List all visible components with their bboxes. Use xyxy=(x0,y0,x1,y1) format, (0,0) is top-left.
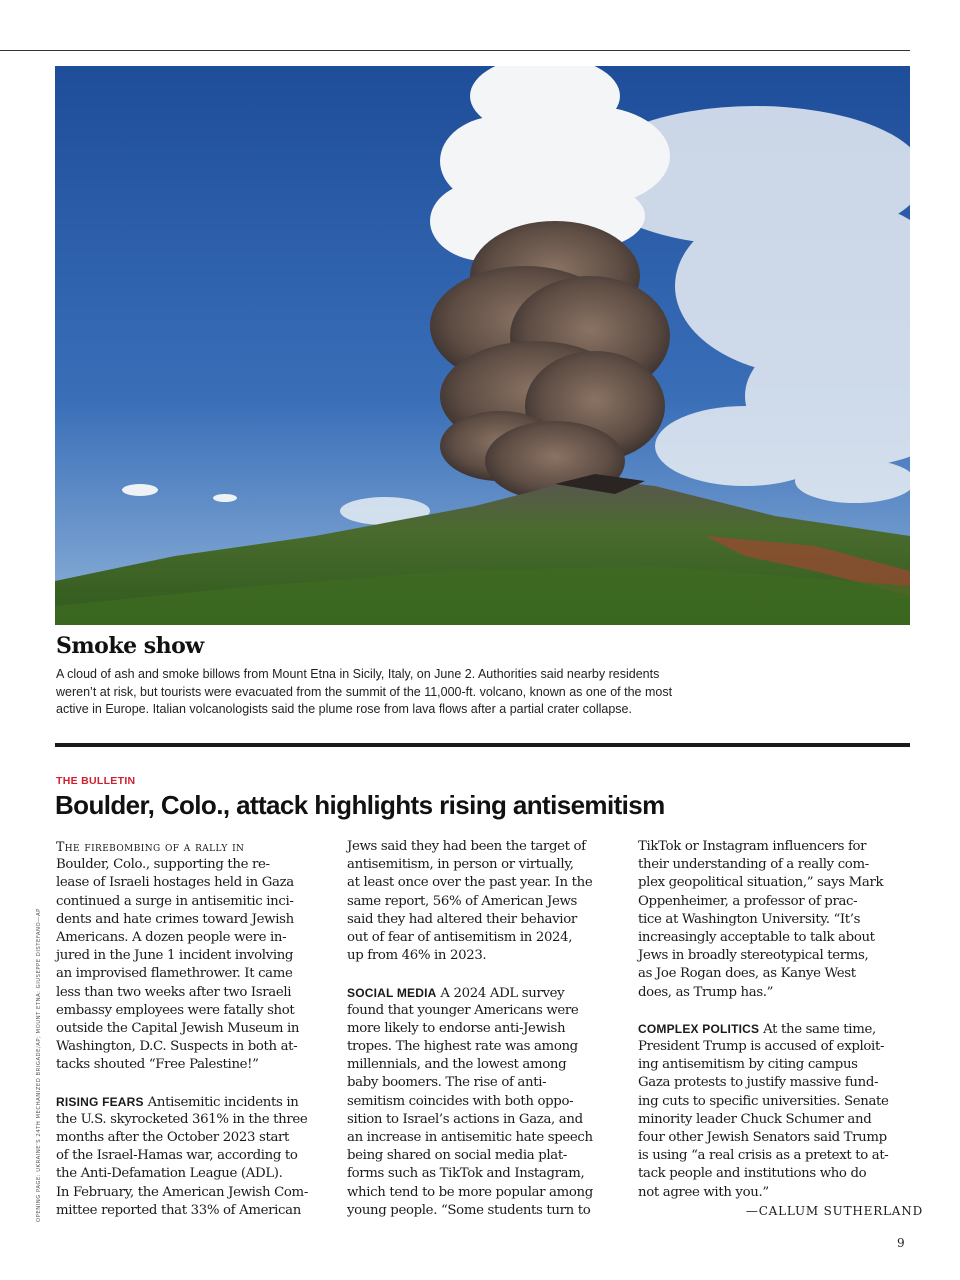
text-line: TikTok or Instagram influencers for xyxy=(638,839,867,854)
text-line: Jews in broadly stereotypical terms, xyxy=(638,948,869,964)
text-line: at least once over the past year. In the xyxy=(347,875,593,891)
text-line: minority leader Chuck Schumer and xyxy=(638,1111,872,1127)
text-line: out of fear of antisemitism in 2024, xyxy=(347,929,573,945)
text-line: not agree with you.” xyxy=(638,1184,769,1200)
text-line: does, as Trump has.” xyxy=(638,984,774,1000)
text-line: four other Jewish Senators said Trump xyxy=(638,1130,887,1145)
text-run: A 2024 ADL survey xyxy=(436,985,565,1001)
byline: —CALLUM SUTHERLAND xyxy=(745,1203,923,1218)
text-line: an increase in antisemitic hate speech xyxy=(347,1130,593,1145)
text-line: found that younger Americans were xyxy=(347,1002,579,1018)
photo-credit: OPENING PAGE: UKRAINE’S 24TH MECHANIZED BRIGADE/AP; MOUNT ETNA: GIUSEPPE DISTEFANO—AP xyxy=(36,908,42,1222)
article-column-2 xyxy=(347,838,632,1220)
text-line: young people. “Some students turn to xyxy=(347,1202,591,1218)
text-line: less than two weeks after two Israeli xyxy=(56,984,292,1000)
text-line: their understanding of a really com- xyxy=(638,857,869,873)
text-line: being shared on social media plat- xyxy=(347,1148,567,1164)
text-run: Antisemitic incidents in xyxy=(143,1094,299,1110)
subhead-complex-politics: COMPLEX POLITICS xyxy=(638,1021,760,1036)
text-line: embassy employees were fatally shot xyxy=(56,1002,295,1018)
text-line: which tend to be more popular among xyxy=(347,1184,593,1200)
section-kicker: THE BULLETIN xyxy=(56,775,136,787)
text-line: dents and hate crimes toward Jewish xyxy=(56,911,294,927)
text-line: semitism coincides with both oppo- xyxy=(347,1093,574,1109)
volcano-photo xyxy=(55,66,910,625)
text-line: the Anti-Defamation League (ADL). xyxy=(56,1166,283,1182)
text-line: President Trump is accused of exploit- xyxy=(638,1039,885,1055)
text-line: same report, 56% of American Jews xyxy=(347,893,577,909)
subhead-line xyxy=(56,1093,341,1111)
caption-line: A cloud of ash and smoke billows from Mount Etna in Sicily, Italy, on June 2. Authorities said nearby residents xyxy=(56,667,660,681)
text-line: In February, the American Jewish Com- xyxy=(56,1184,308,1200)
text-line: Gaza protests to justify massive fund- xyxy=(638,1075,879,1091)
caption-line: active in Europe. Italian volcanologists said the plume rose from lava flows after a partial crater collapse. xyxy=(56,702,632,716)
text-line: of the Israel-Hamas war, according to xyxy=(56,1148,298,1164)
text-line: as Joe Rogan does, as Kanye West xyxy=(638,966,856,982)
caption-line: weren’t at risk, but tourists were evacuated from the summit of the 11,000-ft. volcano, known as one of the most xyxy=(56,684,673,699)
top-rule xyxy=(0,50,910,51)
text-line: forms such as TikTok and Instagram, xyxy=(347,1166,585,1182)
article-column-3 xyxy=(638,838,923,1220)
text-line: millennials, and the lowest among xyxy=(347,1057,567,1073)
text-line: Boulder, Colo., supporting the re- xyxy=(56,857,270,873)
text-line: said they had altered their behavior xyxy=(347,911,577,927)
text-line: continued a surge in antisemitic inci- xyxy=(56,893,294,909)
caption-title: Smoke show xyxy=(56,633,204,659)
article-headline: Boulder, Colo., attack highlights rising antisemitism xyxy=(55,790,665,820)
page-number: 9 xyxy=(897,1236,905,1250)
text-line: tack people and institutions who do xyxy=(638,1166,867,1182)
text-line: tacks shouted “Free Palestine!” xyxy=(56,1057,259,1073)
text-line: sition to Israel’s actions in Gaza, and xyxy=(347,1111,583,1127)
text-line: more likely to endorse anti-Jewish xyxy=(347,1020,566,1036)
text-line: Jews said they had been the target of xyxy=(347,839,586,854)
text-line: tropes. The highest rate was among xyxy=(347,1039,578,1055)
text-line: is using “a real crisis as a pretext to at- xyxy=(638,1148,889,1164)
text-line: ing cuts to specific universities. Senate xyxy=(638,1093,889,1109)
text-line: months after the October 2023 start xyxy=(56,1130,290,1145)
subhead-line xyxy=(638,1020,923,1038)
section-rule xyxy=(55,743,910,747)
subhead-line xyxy=(347,984,632,1002)
caption-text xyxy=(56,666,786,719)
text-line: lease of Israeli hostages held in Gaza xyxy=(56,875,294,891)
text-line: mittee reported that 33% of American xyxy=(56,1202,301,1218)
text-line: increasingly acceptable to talk about xyxy=(638,929,875,945)
text-line: antisemitism, in person or virtually, xyxy=(347,857,574,873)
lead-in: The firebombing of a rally in xyxy=(56,839,245,854)
text-line: ing antisemitism by citing campus xyxy=(638,1057,858,1073)
text-line: Americans. A dozen people were in- xyxy=(56,929,287,945)
article-column-1 xyxy=(56,838,341,1220)
text-line: jured in the June 1 incident involving xyxy=(56,948,294,964)
text-line: the U.S. skyrocketed 361% in the three xyxy=(56,1111,308,1127)
text-line: plex geopolitical situation,” says Mark xyxy=(638,875,884,891)
text-run: At the same time, xyxy=(759,1021,876,1037)
paragraph xyxy=(56,856,341,1074)
subhead-rising-fears: RISING FEARS xyxy=(56,1094,144,1109)
text-line: Oppenheimer, a professor of prac- xyxy=(638,893,858,909)
text-line: baby boomers. The rise of anti- xyxy=(347,1075,547,1091)
subhead-social-media: SOCIAL MEDIA xyxy=(347,985,437,1000)
text-line: tice at Washington University. “It’s xyxy=(638,911,861,927)
text-line: an improvised flamethrower. It came xyxy=(56,966,293,982)
text-line: up from 46% in 2023. xyxy=(347,948,487,964)
text-line: Washington, D.C. Suspects in both at- xyxy=(56,1039,298,1055)
text-line: outside the Capital Jewish Museum in xyxy=(56,1020,300,1036)
